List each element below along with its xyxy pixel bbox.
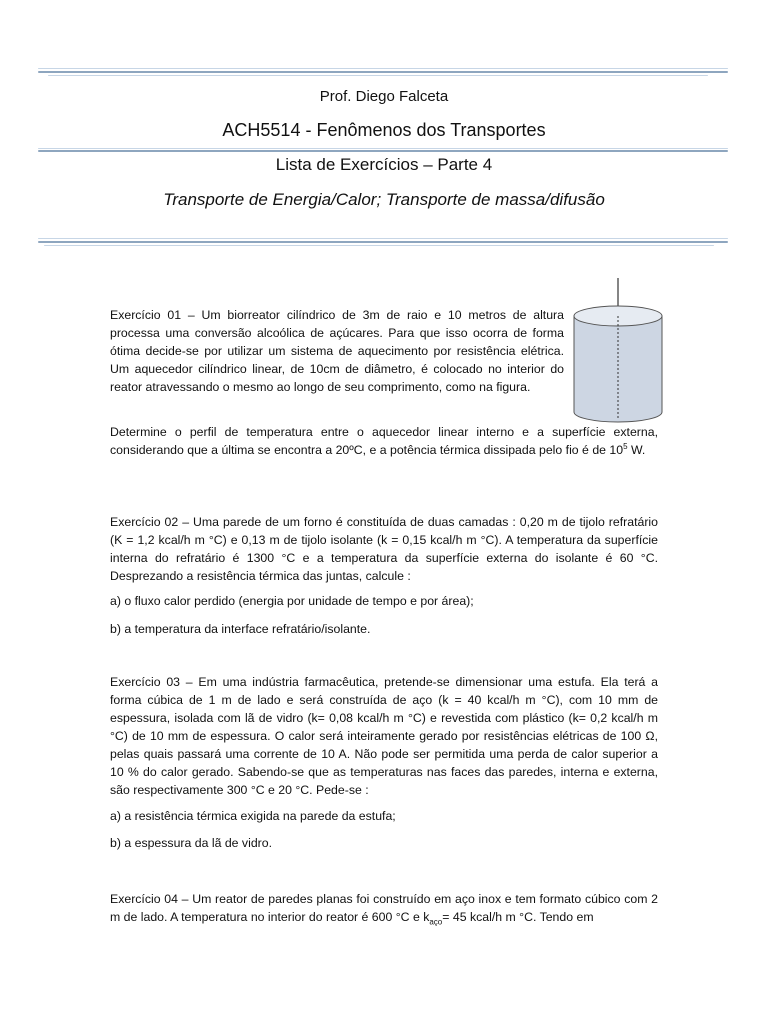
exercise-03-item-a: a) a resistência térmica exigida na parede da estufa; <box>110 809 396 823</box>
exercise-04-statement <box>110 890 658 926</box>
list-title: Lista de Exercícios – Parte 4 <box>275 155 493 174</box>
steel-subscript: aço <box>429 917 443 927</box>
exercise-01-question-text: Determine o perfil de temperatura entre o aquecedor linear interno e a superfície externa, considerando que a última se encontra a 20ºC, e a potência térmica dissipada pelo fio é de 10 <box>110 425 658 457</box>
exercise-04-text-end: = 45 kcal/h m °C. Tendo em <box>442 910 594 924</box>
course-title: ACH5514 - Fenômenos dos Transportes <box>222 120 546 140</box>
exercise-02-item-a: a) o fluxo calor perdido (energia por unidade de tempo e por área); <box>110 594 474 608</box>
topic-title: Transporte de Energia/Calor; Transporte de massa/difusão <box>163 190 605 209</box>
power-exponent: 5 <box>623 441 628 451</box>
bioreactor-cylinder-figure <box>566 276 670 426</box>
exercise-02-item-b: b) a temperatura da interface refratário/isolante. <box>110 622 371 636</box>
exercise-02-statement: Exercício 02 – Uma parede de um forno é constituída de duas camadas : 0,20 m de tijolo refratário (K = 1,2 kcal/h m °C) e 0,13 m de tijolo isolante (k = 0,15 kcal/h m °C). A temperatura da superfície interna do refratário é 1300 °C e a temperatura da superfície externa do isolante é 60 °C. Desprezando a resistência térmica das juntas, calcule : <box>110 515 658 583</box>
exercise-01-statement: Exercício 01 – Um biorreator cilíndrico de 3m de raio e 10 metros de altura processa uma conversão alcoólica de açúcares. Para que isso ocorra de forma ótima decide-se por utilizar um sistema de aquecimento por resistência elétrica. Um aquecedor cilíndrico linear, de 10cm de diâmetro, é colocado no interior do reator atravessando o mesmo ao longo de seu comprimento, como na figura. <box>110 308 564 394</box>
exercise-04-text: Exercício 04 – Um reator de paredes planas foi construído em aço inox e tem formato cúbico com 2 m de lado. A temperatura no interior do reator é 600 °C e k <box>110 892 658 924</box>
professor-name: Prof. Diego Falceta <box>319 88 449 105</box>
exercise-01-question <box>110 423 658 459</box>
exercise-01-question-unit: W. <box>627 443 646 457</box>
exercise-03-item-b: b) a espessura da lã de vidro. <box>110 836 273 850</box>
exercise-03-statement: Exercício 03 – Em uma indústria farmacêutica, pretende-se dimensionar uma estufa. Ela terá a forma cúbica de 1 m de lado e será construída de aço (k = 40 kcal/h m °C), com 10 mm de espessura, isolada com lã de vidro (k= 0,08 kcal/h m °C) e revestida com plástico (k= 0,2 kcal/h m °C) de 10 mm de espessura. O calor será inteiramente gerado por resistências elétricas de 100 Ω, pelas quais passará uma corrente de 10 A. Não pode ser permitida uma perda de calor superior a 10 % do calor gerado. Sabendo-se que as temperaturas nas faces das paredes, interna e externa, são respectivamente 300 °C e 20 °C. Pede-se : <box>110 675 658 797</box>
